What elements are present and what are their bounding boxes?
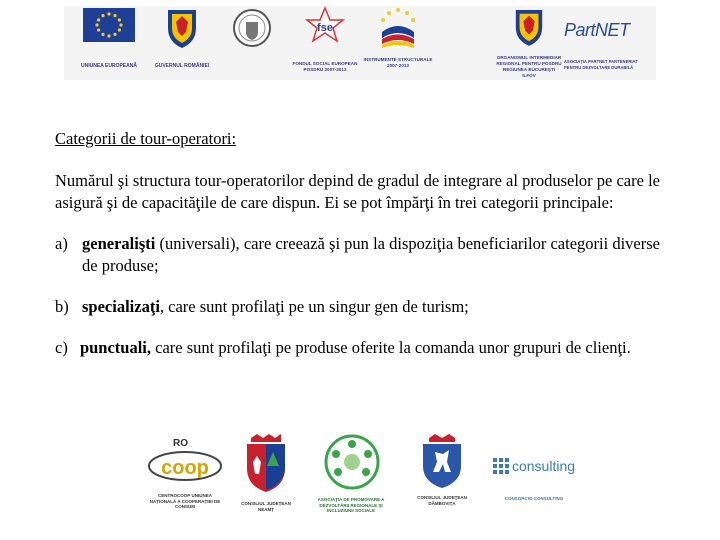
document-body [55, 128, 660, 378]
intro-paragraph: Numărul şi structura tour-operatorilor depind de gradul de integrare al produselor pe care le asigură şi de capacităţile de care dispun. Ei se pot împărţi în trei categorii principale: [55, 171, 660, 212]
dambovita-coat-of-arms-icon [419, 432, 465, 490]
section-heading: Categorii de tour-operatori: [55, 129, 237, 148]
people-circle-icon [316, 432, 388, 492]
list-text: (universali), care creează şi pun la dispoziţia beneficiarilor categorii diverse de produse; [82, 234, 660, 275]
partnet-brand: PartNET [564, 20, 630, 40]
oir-coat-of-arms-icon [512, 6, 546, 48]
fse-star-icon [303, 6, 347, 46]
seal-icon [232, 6, 272, 52]
consulting-caption: CONSORCIO CONSULTING [504, 496, 564, 501]
consulting-brand: consulting [511, 458, 576, 474]
centrocoop-logo [142, 432, 228, 510]
oir-logo [496, 6, 562, 79]
ministry-seal-logo [230, 6, 274, 57]
list-term: punctuali, [79, 338, 152, 357]
coop-ro-mark: RO [173, 438, 188, 449]
eu-logo [78, 6, 140, 69]
consulting-logo [482, 432, 586, 502]
gov-logo [152, 6, 212, 69]
dambovita-logo [412, 432, 472, 506]
list-term: specializaţi [82, 297, 160, 316]
fse-caption: FONDUL SOCIAL EUROPEAN POSDRU 2007-2013 [292, 61, 358, 72]
partnet-logo [564, 6, 656, 71]
apdris-logo [306, 432, 398, 514]
coop-caption: CENTROCOOP UNIUNEA NAŢIONALĂ A COOPERAŢIEI DE CONSUM [149, 493, 221, 509]
fse-mark: fse [317, 22, 333, 34]
stars-circle-icon [374, 6, 422, 50]
structural-caption: INSTRUMENTE STRUCTURALE 2007-2013 [363, 57, 433, 68]
oir-caption: ORGANISMUL INTERMEDIAR REGIONAL PENTRU POSDRU REGIUNEA BUCUREŞTI ILFOV [496, 55, 562, 78]
list-term: generalişti [82, 234, 156, 253]
coop-mark: coop [161, 457, 209, 479]
apdris-caption: ASOCIAŢIA DE PROMOVARE A DEZVOLTĂRII REGIONALE ŞI INCLUZIUNII SOCIALE [317, 497, 385, 513]
list-marker: a) [55, 234, 68, 253]
list-text: , care sunt profilaţi pe un singur gen de turism; [159, 297, 469, 316]
neamt-coat-of-arms-icon [243, 432, 289, 494]
top-logo-band [64, 6, 656, 80]
list-marker: c) [55, 338, 68, 357]
fse-logo [290, 6, 360, 73]
neamt-caption: CONSILIUL JUDEŢEAN NEAMŢ [241, 501, 291, 512]
consulting-row [482, 458, 586, 474]
gov-caption: GUVERNUL ROMÂNIEI [154, 63, 210, 69]
consulting-grid-icon [493, 458, 509, 474]
list-text: care sunt profilaţi pe produse oferite la comanda unor grupuri de clienţi. [151, 338, 631, 357]
coat-of-arms-icon [164, 6, 200, 50]
partnet-caption: ASOCIAŢIA PARTNET PARTENERIAT PENTRU DEZVOLTARE DURABILĂ [564, 59, 638, 70]
list-item-c [55, 337, 660, 359]
neamt-logo [238, 432, 294, 512]
coop-icon [145, 432, 225, 488]
eu-flag-icon [83, 6, 135, 44]
structural-instruments-logo [360, 6, 436, 69]
bottom-logo-band [130, 432, 590, 522]
eu-caption: UNIUNEA EUROPEANĂ [81, 63, 137, 69]
dambovita-caption: CONSILIUL JUDEŢEAN DÂMBOVIŢA [417, 495, 467, 506]
list-item-a [55, 233, 660, 277]
list-marker: b) [55, 297, 69, 316]
list-item-b [55, 296, 660, 318]
